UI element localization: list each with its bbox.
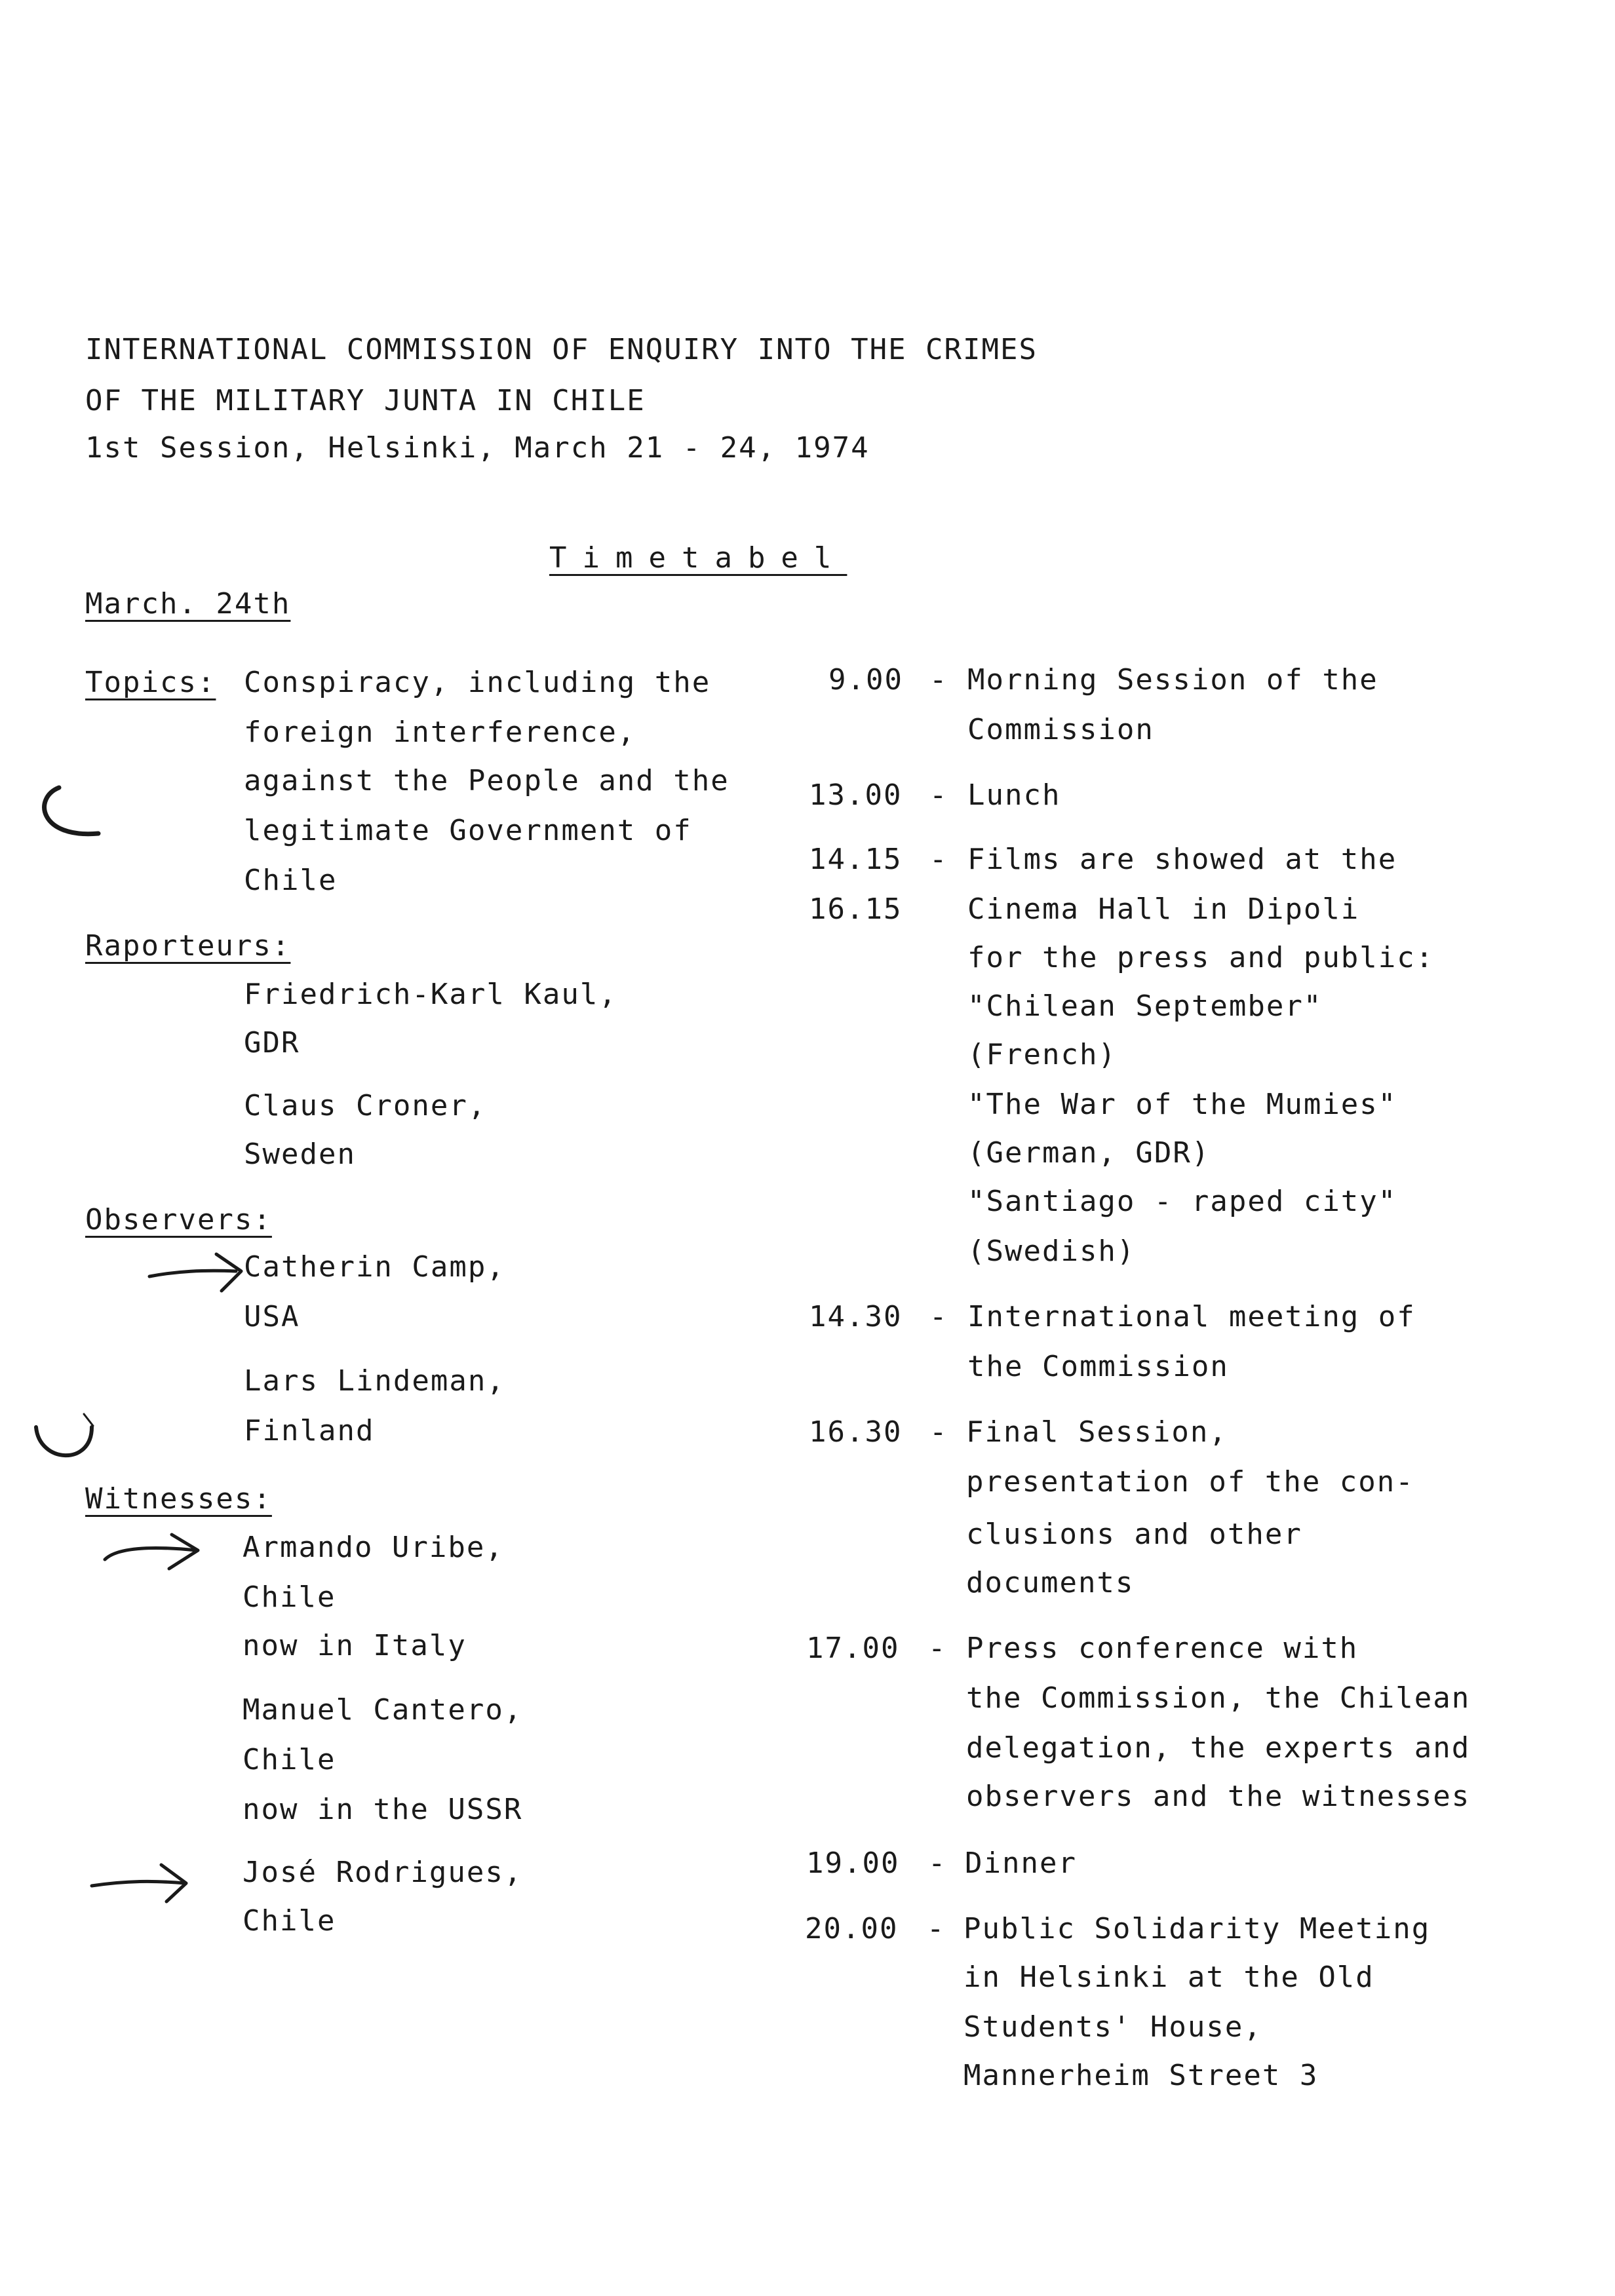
schedule-line: Public Solidarity Meeting — [963, 1912, 1431, 1945]
handwritten-arrow-icon — [88, 1854, 199, 1907]
witness-name: Manuel Cantero, — [243, 1693, 523, 1727]
schedule-line: Cinema Hall in Dipoli — [967, 892, 1360, 926]
schedule-line: Press conference with — [966, 1632, 1359, 1665]
header-line-1: INTERNATIONAL COMMISSION OF ENQUIRY INTO THE CRIMES — [85, 333, 1038, 366]
witness-name: Armando Uribe, — [243, 1531, 504, 1564]
header-line-2: OF THE MILITARY JUNTA IN CHILE — [85, 384, 646, 417]
schedule-line: "Santiago - raped city" — [967, 1185, 1397, 1218]
topic-line: legitimate Government of — [244, 814, 692, 847]
raporteur-country: Sweden — [244, 1138, 356, 1171]
schedule-line: Morning Session of the — [967, 663, 1378, 697]
raporteur-country: GDR — [244, 1026, 300, 1060]
schedule-time-end: 16.15 — [809, 892, 903, 926]
raporteurs-label: Raporteurs: — [85, 929, 291, 963]
schedule-line: "The War of the Mumies" — [967, 1088, 1397, 1121]
schedule-line: "Chilean September" — [967, 989, 1323, 1023]
schedule-time: 16.30 — [809, 1415, 903, 1449]
handwritten-arrow-icon — [98, 1527, 210, 1579]
witness-country: Chile — [243, 1904, 336, 1938]
schedule-dash: - — [928, 1632, 947, 1665]
raporteur-name: Claus Croner, — [244, 1089, 487, 1122]
schedule-line: Lunch — [967, 778, 1061, 812]
date-heading: March. 24th — [85, 587, 291, 621]
raporteur-name: Friedrich-Karl Kaul, — [244, 978, 617, 1011]
schedule-dash: - — [928, 1846, 947, 1880]
schedule-time: 13.00 — [809, 778, 903, 812]
topic-line: Conspiracy, including the — [244, 666, 711, 699]
schedule-dash: - — [929, 1415, 948, 1449]
schedule-time: 9.00 — [828, 663, 903, 697]
schedule-time: 19.00 — [806, 1846, 900, 1880]
handwritten-arc-mark — [20, 780, 111, 852]
witness-country: Chile — [243, 1580, 336, 1614]
schedule-dash: - — [929, 1300, 948, 1333]
schedule-line: the Commission — [967, 1350, 1229, 1383]
schedule-line: Students' House, — [963, 2010, 1262, 2044]
observer-name: Lars Lindeman, — [244, 1364, 505, 1398]
schedule-dash: - — [929, 778, 948, 812]
handwritten-arc-mark — [20, 1407, 111, 1480]
observers-label: Observers: — [85, 1203, 272, 1236]
schedule-line: International meeting of — [967, 1300, 1416, 1333]
schedule-line: Dinner — [965, 1846, 1077, 1880]
header-line-3: 1st Session, Helsinki, March 21 - 24, 1974 — [85, 431, 870, 465]
witnesses-label: Witnesses: — [85, 1482, 272, 1516]
topic-line: Chile — [244, 864, 338, 897]
schedule-line: (Swedish) — [967, 1234, 1136, 1268]
witness-note: now in the USSR — [243, 1793, 523, 1826]
document-title: Timetabel — [549, 541, 847, 575]
schedule-dash: - — [929, 843, 948, 876]
schedule-line: for the press and public: — [967, 941, 1435, 974]
schedule-line: Films are showed at the — [967, 843, 1397, 876]
schedule-line: clusions and other — [966, 1518, 1302, 1551]
schedule-time: 14.15 — [809, 843, 903, 876]
schedule-dash: - — [929, 663, 948, 697]
schedule-line: (French) — [967, 1038, 1117, 1071]
observer-name: Catherin Camp, — [244, 1250, 505, 1284]
schedule-line: presentation of the con- — [966, 1465, 1414, 1499]
handwritten-arrow-icon — [144, 1245, 256, 1297]
witness-note: now in Italy — [243, 1629, 467, 1662]
schedule-time: 17.00 — [806, 1632, 900, 1665]
schedule-dash: - — [927, 1912, 946, 1945]
topic-line: against the People and the — [244, 764, 730, 797]
observer-country: USA — [244, 1300, 300, 1333]
schedule-line: documents — [966, 1566, 1135, 1599]
schedule-line: observers and the witnesses — [966, 1780, 1471, 1813]
witness-country: Chile — [243, 1743, 336, 1776]
topic-line: foreign interference, — [244, 716, 636, 749]
schedule-time: 14.30 — [809, 1300, 903, 1333]
topics-label: Topics: — [85, 666, 216, 699]
schedule-line: the Commission, the Chilean — [966, 1681, 1471, 1715]
schedule-line: Commission — [967, 713, 1154, 746]
schedule-line: Mannerheim Street 3 — [963, 2059, 1319, 2092]
witness-name: José Rodrigues, — [243, 1856, 523, 1889]
schedule-time: 20.00 — [805, 1912, 899, 1945]
schedule-line: delegation, the experts and — [966, 1731, 1471, 1765]
schedule-line: in Helsinki at the Old — [963, 1961, 1374, 1994]
schedule-line: (German, GDR) — [967, 1136, 1211, 1170]
observer-country: Finland — [244, 1414, 375, 1447]
schedule-line: Final Session, — [966, 1415, 1228, 1449]
